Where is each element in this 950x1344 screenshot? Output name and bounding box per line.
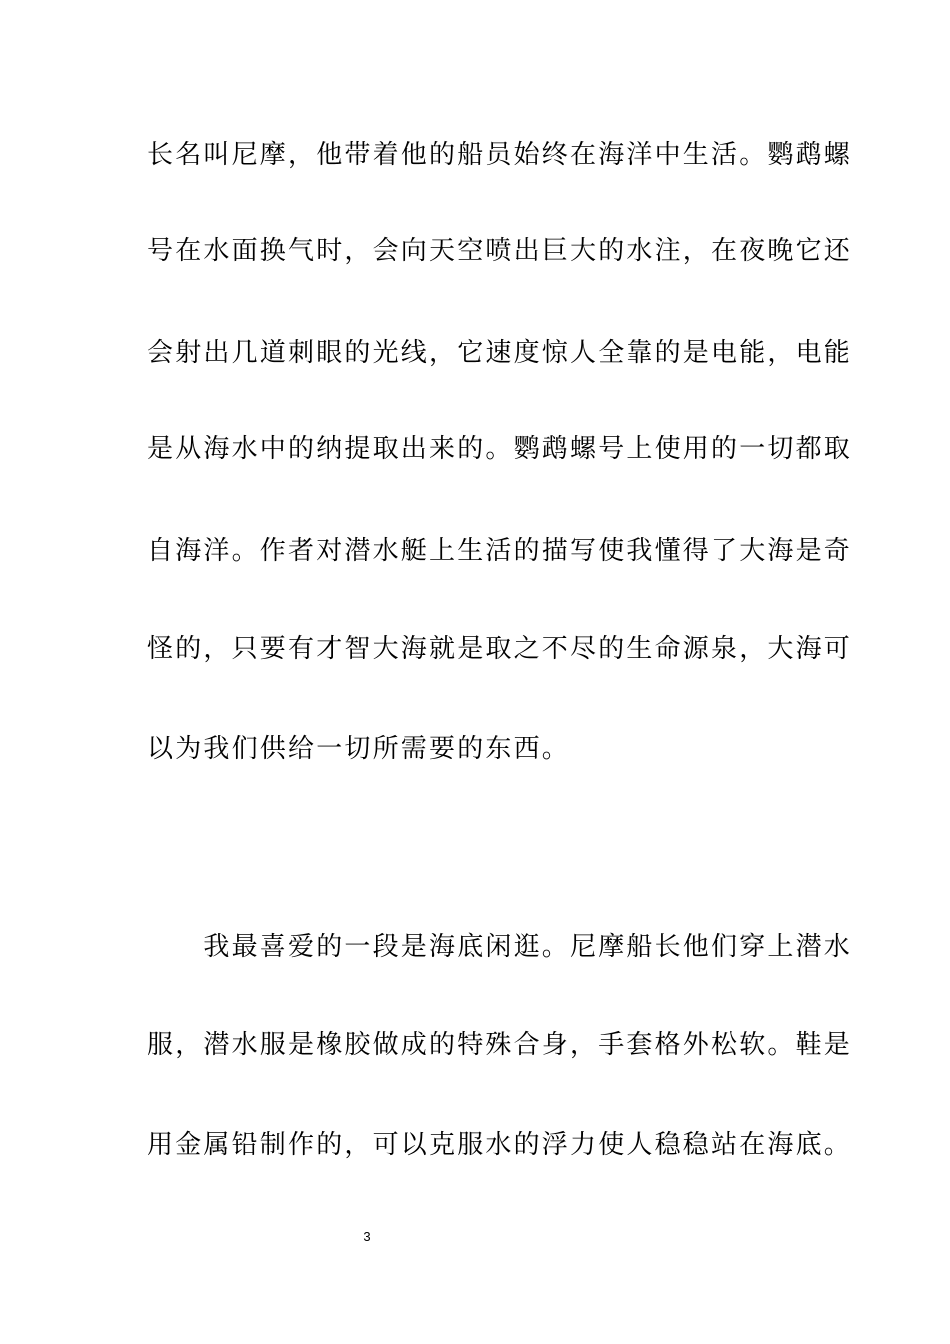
paragraph-1-line-2: 号在水面换气时，会向天空喷出巨大的水注，在夜晚它还 <box>147 236 853 266</box>
paragraph-1-line-4: 是从海水中的纳提取出来的。鹦鹉螺号上使用的一切都取 <box>147 434 853 464</box>
paragraph-1-line-7: 以为我们供给一切所需要的东西。 <box>147 734 571 764</box>
paragraph-1-line-5: 自海洋。作者对潜水艇上生活的描写使我懂得了大海是奇 <box>147 536 853 566</box>
paragraph-1-line-1: 长名叫尼摩，他带着他的船员始终在海洋中生活。鹦鹉螺 <box>147 140 853 170</box>
paragraph-2-line-2: 服，潜水服是橡胶做成的特殊合身，手套格外松软。鞋是 <box>147 1030 853 1060</box>
paragraph-1-line-3: 会射出几道刺眼的光线，它速度惊人全靠的是电能，电能 <box>147 338 853 368</box>
paragraph-2-line-1: 我最喜爱的一段是海底闲逛。尼摩船长他们穿上潜水 <box>147 932 853 962</box>
paragraph-2-line-3: 用金属铅制作的，可以克服水的浮力使人稳稳站在海底。 <box>147 1130 853 1160</box>
paragraph-1-line-6: 怪的，只要有才智大海就是取之不尽的生命源泉，大海可 <box>147 634 853 664</box>
page-number: 3 <box>363 1229 371 1244</box>
